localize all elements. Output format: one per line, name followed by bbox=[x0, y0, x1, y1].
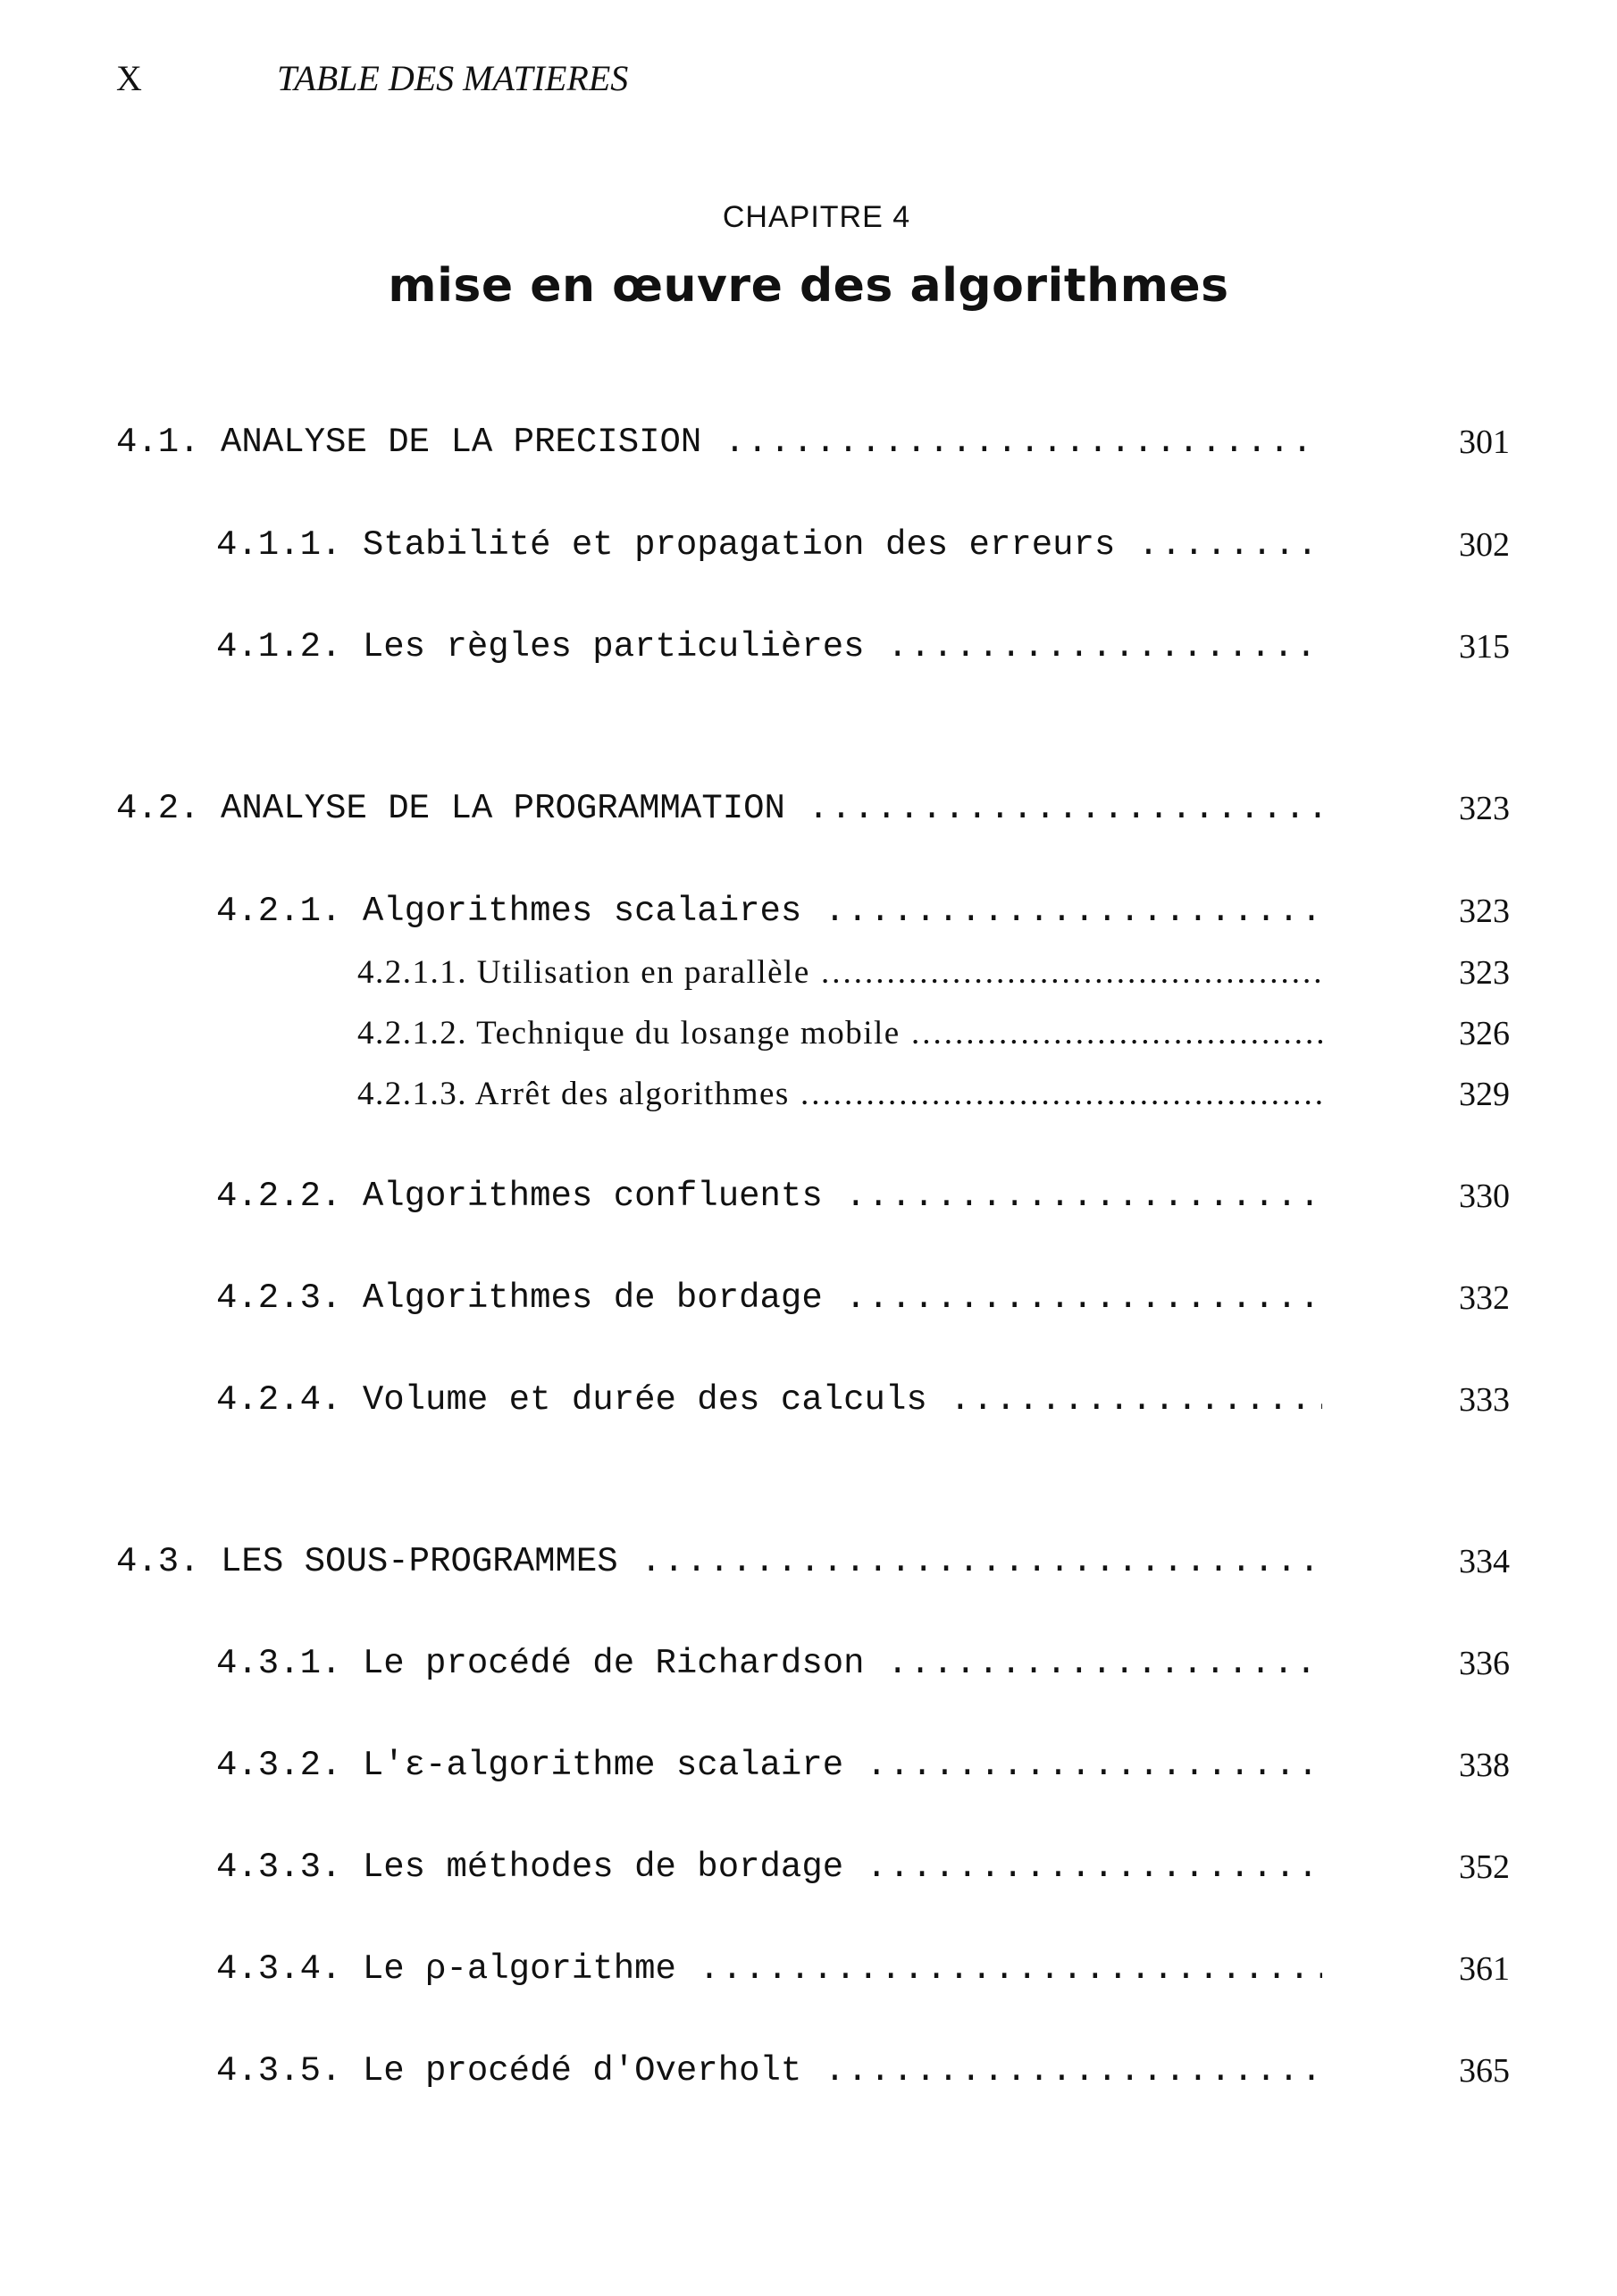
entry-number: 4.3.4. bbox=[216, 1949, 342, 1989]
entry-page: 330 bbox=[1459, 1177, 1510, 1215]
entry-page: 323 bbox=[1459, 954, 1510, 992]
toc-entry bbox=[0, 1840, 1617, 1894]
entry-page: 332 bbox=[1459, 1279, 1510, 1317]
toc-entry bbox=[0, 2044, 1617, 2098]
toc-entry bbox=[0, 782, 1617, 835]
entry-number: 4.1.2. bbox=[216, 627, 342, 666]
entry-title: Algorithmes confluents bbox=[362, 1177, 823, 1216]
entry-number: 4.1.1. bbox=[216, 525, 342, 565]
entry-number: 4.3.5. bbox=[216, 2051, 342, 2091]
entry-title: Utilisation en parallèle bbox=[476, 954, 810, 991]
entry-number: 4.3.2. bbox=[216, 1746, 342, 1785]
toc-entry bbox=[0, 1373, 1617, 1427]
entry-page: 365 bbox=[1459, 2052, 1510, 2090]
entry-number: 4.2.4. bbox=[216, 1380, 342, 1420]
toc-entry bbox=[0, 884, 1617, 938]
entry-page: 302 bbox=[1459, 526, 1510, 564]
entry-title: Arrêt des algorithmes bbox=[474, 1076, 790, 1112]
entry-title: ANALYSE DE LA PRECISION bbox=[221, 423, 702, 462]
entry-page: 301 bbox=[1459, 423, 1510, 461]
entry-page: 323 bbox=[1459, 892, 1510, 930]
entry-title: Volume et durée des calculs bbox=[362, 1380, 927, 1420]
entry-number: 4.3. bbox=[116, 1542, 200, 1581]
toc-entry bbox=[0, 1169, 1617, 1223]
entry-number: 4.3.1. bbox=[216, 1644, 342, 1683]
toc-entry bbox=[0, 620, 1617, 674]
chapter-label: CHAPITRE 4 bbox=[722, 200, 911, 234]
toc-entry bbox=[0, 1637, 1617, 1690]
toc-entry bbox=[0, 1068, 1617, 1121]
entry-title: Le procédé d'Overholt bbox=[362, 2051, 802, 2091]
entry-page: 323 bbox=[1459, 790, 1510, 827]
toc-entry bbox=[0, 946, 1617, 1000]
entry-page: 329 bbox=[1459, 1076, 1510, 1113]
entry-title: LES SOUS-PROGRAMMES bbox=[221, 1542, 618, 1581]
entry-page: 338 bbox=[1459, 1747, 1510, 1784]
running-title: TABLE DES MATIERES bbox=[277, 58, 629, 98]
entry-number: 4.2.2. bbox=[216, 1177, 342, 1216]
entry-page: 315 bbox=[1459, 628, 1510, 666]
entry-title: Les règles particulières bbox=[362, 627, 865, 666]
chapter-title: mise en œuvre des algorithmes bbox=[388, 259, 1229, 313]
entry-page: 336 bbox=[1459, 1645, 1510, 1682]
toc-entry bbox=[0, 415, 1617, 469]
entry-number: 4.2. bbox=[116, 789, 200, 828]
entry-title: Les méthodes de bordage bbox=[362, 1848, 844, 1887]
entry-number: 4.3.3. bbox=[216, 1848, 342, 1887]
toc-entry bbox=[0, 1271, 1617, 1325]
page-number: X bbox=[116, 58, 142, 98]
entry-page: 334 bbox=[1459, 1543, 1510, 1580]
entry-page: 361 bbox=[1459, 1950, 1510, 1988]
entry-title: Algorithmes de bordage bbox=[362, 1278, 823, 1318]
entry-page: 333 bbox=[1459, 1381, 1510, 1419]
running-head bbox=[116, 57, 629, 102]
entry-number: 4.2.1.3. bbox=[357, 1076, 467, 1112]
entry-number: 4.2.1.2. bbox=[357, 1015, 467, 1052]
entry-page: 326 bbox=[1459, 1015, 1510, 1052]
entry-title: Technique du losange mobile bbox=[476, 1015, 901, 1052]
toc-entry bbox=[0, 1739, 1617, 1792]
entry-number: 4.1. bbox=[116, 423, 200, 462]
toc-entry bbox=[0, 1942, 1617, 1996]
entry-title: ANALYSE DE LA PROGRAMMATION bbox=[221, 789, 785, 828]
entry-title: Algorithmes scalaires bbox=[362, 892, 802, 931]
entry-title: Le procédé de Richardson bbox=[362, 1644, 865, 1683]
toc-entry bbox=[0, 1007, 1617, 1060]
entry-title: L'ε-algorithme scalaire bbox=[362, 1746, 844, 1785]
entry-number: 4.2.3. bbox=[216, 1278, 342, 1318]
entry-title: Stabilité et propagation des erreurs bbox=[362, 525, 1116, 565]
entry-page: 352 bbox=[1459, 1848, 1510, 1886]
toc-entry bbox=[0, 1535, 1617, 1588]
entry-number: 4.2.1.1. bbox=[357, 954, 467, 991]
entry-title: Le ρ-algorithme bbox=[362, 1949, 676, 1989]
toc-entry bbox=[0, 518, 1617, 572]
entry-number: 4.2.1. bbox=[216, 892, 342, 931]
